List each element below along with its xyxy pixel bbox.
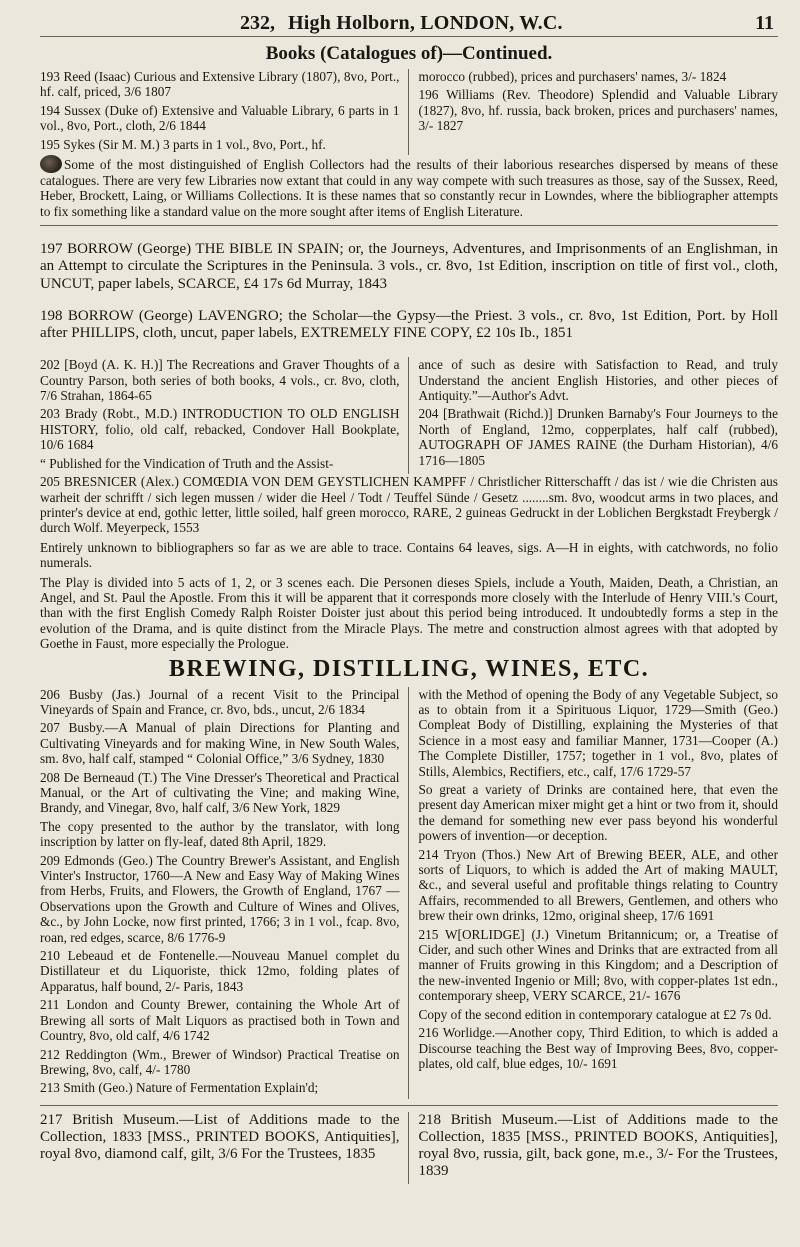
top-right-column	[419, 69, 779, 155]
top-left-column	[40, 69, 409, 155]
entry-213-continued: with the Method of opening the Body of any Vegetable Subject, so as to obtain from it a Spirituous Liquor, 1729—Smith (Geo.) Compleat Body of Distilling, explaining the Mysteries of that Science in a most easy and familiar Manner, 1731—Cooper (A.) The Complete Distiller, 1757; together in 1 vol., 8vo, plates of Stills, Alembics, Rectifiers, etc., calf, 17/6 1729-57	[418, 686, 778, 779]
entry-218: 218 British Museum.—List of Additions made to the Collection, 1835 [MSS., PRINTED BOOKS, Antiquities], royal 8vo, russia, gilt, back gone, m.e., 3/- For the Trustees, 1839	[418, 1111, 778, 1180]
brewing-right-column	[419, 687, 779, 1099]
entry-205-note: Entirely unknown to bibliographers so far as we are able to trace. Contains 64 leaves, sigs. A—H in eights, with catchwords, no folio numerals.	[40, 539, 778, 571]
bottom-right-column	[419, 1112, 779, 1184]
entry-203-quote: “ Published for the Vindication of Truth and the Assist-	[40, 455, 334, 471]
mid-left-column	[40, 357, 409, 474]
entry-196: 196 Williams (Rev. Theodore) Splendid and Valuable Library (1827), 8vo, hf. russia, back broken, prices and purchasers' names, 3/- 1827	[418, 87, 778, 134]
entry-212: 212 Reddington (Wm., Brewer of Windsor) Practical Treatise on Brewing, 8vo, calf, 4/- 1780	[40, 1046, 400, 1077]
section-title: Books (Catalogues of)—Continued.	[265, 43, 553, 64]
entry-215-note: Copy of the second edition in contemporary catalogue at £2 7s 0d.	[418, 1006, 772, 1022]
bottom-left-column	[40, 1112, 409, 1184]
decorative-initial-icon	[40, 155, 62, 173]
mid-right-column	[419, 357, 779, 474]
entry-210: 210 Lebeaud et de Fontenelle.—Nouveau Manuel complet du Distillateur et du Liquoriste, thick 12mo, folding plates of Apparatus, half bound, 2/- Paris, 1843	[40, 948, 400, 994]
entry-206: 206 Busby (Jas.) Journal of a recent Visit to the Principal Vineyards of Spain and France, cr. 8vo, bds., uncut, 2/6 1834	[40, 686, 400, 717]
divider-rule-bottom	[40, 1105, 778, 1106]
entry-211: 211 London and County Brewer, containing the Whole Art of Brewing all sorts of Malt Liquors as practised both in Town and Country, 8vo, old calf, 4/6 1742	[40, 997, 400, 1044]
entry-195-continued: morocco (rubbed), prices and purchasers' names, 3/- 1824	[418, 69, 727, 84]
entry-208: 208 De Berneaud (T.) The Vine Dresser's Theoretical and Practical Manual, or the Art of cultivating the Vine; and making Wine, Brandy, and Vinegar, 8vo, half calf, 3/6 New York, 1829	[40, 769, 400, 816]
entry-216: 216 Worlidge.—Another copy, Third Edition, to which is added a Discourse teaching the Best way of Improving Bees, 8vo, copper-plates, old calf, blue edges, 10/- 1691	[418, 1025, 778, 1071]
entry-203-quote-continued: ance of such as desire with Satisfaction to Read, and truly Understand the ancient English Histories, and other pieces of Antiquity.”—Author's Advt.	[418, 357, 778, 404]
header-street-number: 232,	[240, 12, 275, 34]
entry-213: 213 Smith (Geo.) Nature of Fermentation Explain'd;	[40, 1080, 319, 1096]
entry-202: 202 [Boyd (A. K. H.)] The Recreations and Graver Thoughts of a Country Parson, both series of both books, 4 vols., cr. 8vo, cloth, 7/6 Strahan, 1864-65	[40, 357, 400, 404]
entry-205: 205 BRESNICER (Alex.) COMŒDIA VON DEM GEYSTLICHEN KAMPFF / Christlicher Ritterschafft / das ist / wie die Christen aus warheit der schrifft / sich legen mussen / wider die Heel / Todt / Teuffel Sünde / Gesetz ........sm. 8vo, woodcut arms in two places, and printer's device at end, gothic letter, little soiled, half green morocco, RARE, 2 guineas Gedruckt in der Loblichen Bergkstadt Freybergk / durch Wolf. Meyerpeck, 1553	[40, 474, 778, 536]
entry-205-play-note: The Play is divided into 5 acts of 1, 2, or 3 scenes each. Die Personen dieses Spiels, include a Youth, Maiden, Death, a Christian, an Angel, and St. Paul the Apostle. From this it will be apparent that it corresponds more closely with the Interlude of Henry VIII.'s Court, than with the first English Comedy Ralph Roister Doister just about this period being introduced. It undoubtedly forms a step in the evolution of the Drama, and is quite distinct from the Miracle Plays. The metre and construction almost agrees with that adopted by Goethe in Faust, more especially the Prologue.	[40, 574, 778, 652]
mid-entries	[40, 357, 778, 474]
entry-203: 203 Brady (Robt., M.D.) INTRODUCTION TO OLD ENGLISH HISTORY, folio, old calf, rebacked, Condover Hall Bookplate, 10/6 1684	[40, 406, 400, 453]
header-address: High Holborn, LONDON, W.C.	[288, 12, 563, 34]
entry-194: 194 Sussex (Duke of) Extensive and Valuable Library, 6 parts in 1 vol., 8vo, Port., cloth, 2/6 1844	[40, 102, 400, 134]
entry-204: 204 [Brathwait (Richd.)] Drunken Barnaby's Four Journeys to the North of England, 12mo, copperplates, half calf (rubbed), AUTOGRAPH OF JAMES RAINE (the Durham Historian), 4/6 1716—1805	[418, 406, 778, 468]
entry-207: 207 Busby.—A Manual of plain Directions for Planting and Cultivating Vineyards and for making Wine, in New South Wales, sm. 8vo, half calf, stamped “ Colonial Office,” 3/6 Sydney, 1830	[40, 720, 400, 767]
entry-215: 215 W[ORLIDGE] (J.) Vinetum Britannicum; or, a Treatise of Cider, and such other Wines and Drinks that are extracted from all manner of Fruits growing in this Kingdom; and a Description of the new-invented Ingenio or Mill; 8vo, with copper-plates 1st edn., contemporary sheep, VERY SCARCE, 21/- 1676	[418, 926, 778, 1004]
brewing-banner: BREWING, DISTILLING, WINES, ETC.	[168, 655, 650, 682]
brewing-entries	[40, 687, 778, 1099]
bottom-entries	[40, 1112, 778, 1184]
entry-197: 197 BORROW (George) THE BIBLE IN SPAIN; or, the Journeys, Adventures, and Imprisonments of an Englishman, in an Attempt to circulate the Scriptures in the Peninsula. 3 vols., cr. 8vo, 1st Edition, inscription on title of first vol., cloth, UNCUT, paper labels, SCARCE, £4 17s 6d Murray, 1843	[40, 241, 778, 292]
entry-217: 217 British Museum.—List of Additions made to the Collection, 1833 [MSS., PRINTED BOOKS, Antiquities], royal 8vo, diamond calf, gilt, 3/6 For the Trustees, 1835	[40, 1111, 400, 1163]
entry-198: 198 BORROW (George) LAVENGRO; the Scholar—the Gypsy—the Priest. 3 vols., cr. 8vo, 1st Edition, Port. by Holl after PHILLIPS, cloth, uncut, paper labels, EXTREMELY FINE COPY, £2 10s Ib., 1851	[40, 307, 778, 342]
entry-195: 195 Sykes (Sir M. M.) 3 parts in 1 vol., 8vo, Port., hf.	[40, 136, 326, 152]
entry-214: 214 Tryon (Thos.) New Art of Brewing BEER, ALE, and other sorts of Liquors, to which is added the Art of making MAULT, &c., and several useful and profitable things relating to Country Affairs, recommended to all Brewers, Gentlemen, and others who brew their own drinks, 12mo, original sheep, 17/6 1691	[418, 846, 778, 924]
collectors-note-text: Some of the most distinguished of English Collectors had the results of their laborious researches dispersed by means of these catalogues. There are very few Libraries now extant that could in any way compete with such treasures as those, say of the Sussex, Reed, Heber, Brockett, Laing, or Williams Collections. It is these names that so constantly recur in Lowndes, where the bibliographer attempts to fix something like a standard value on the more sought after items of English Literature.	[40, 157, 778, 219]
running-header	[40, 10, 778, 37]
entry-208-note: The copy presented to the author by the translator, with long inscription by latter on fly-leaf, dated 8th April, 1829.	[40, 818, 400, 850]
entry-213-note: So great a variety of Drinks are contained here, that even the present day American mixer might get a hint or two from it, should the demand for something new ever pass beyond his wonderful powers of invention—or deception.	[418, 782, 778, 844]
page-number: 11	[755, 12, 774, 34]
divider-rule	[40, 225, 778, 226]
entry-209: 209 Edmonds (Geo.) The Country Brewer's Assistant, and English Vinter's Instructor, 1760—A New and Easy Way of Making Wines from Herbs, Fruits, and Flowers, the Growth of England, 1767 — Observations upon the Growth and Culture of Wines and Olives, &c., by John Locke, now first printed, 1766; 3 in 1 vol., fcap. 8vo, roan, red edges, scarce, 8/6 1776-9	[40, 852, 400, 945]
brewing-left-column	[40, 687, 409, 1099]
collectors-note	[40, 155, 778, 219]
top-entries	[40, 69, 778, 155]
entry-193: 193 Reed (Isaac) Curious and Extensive Library (1807), 8vo, Port., hf. calf, priced, 3/6 1807	[40, 69, 400, 100]
